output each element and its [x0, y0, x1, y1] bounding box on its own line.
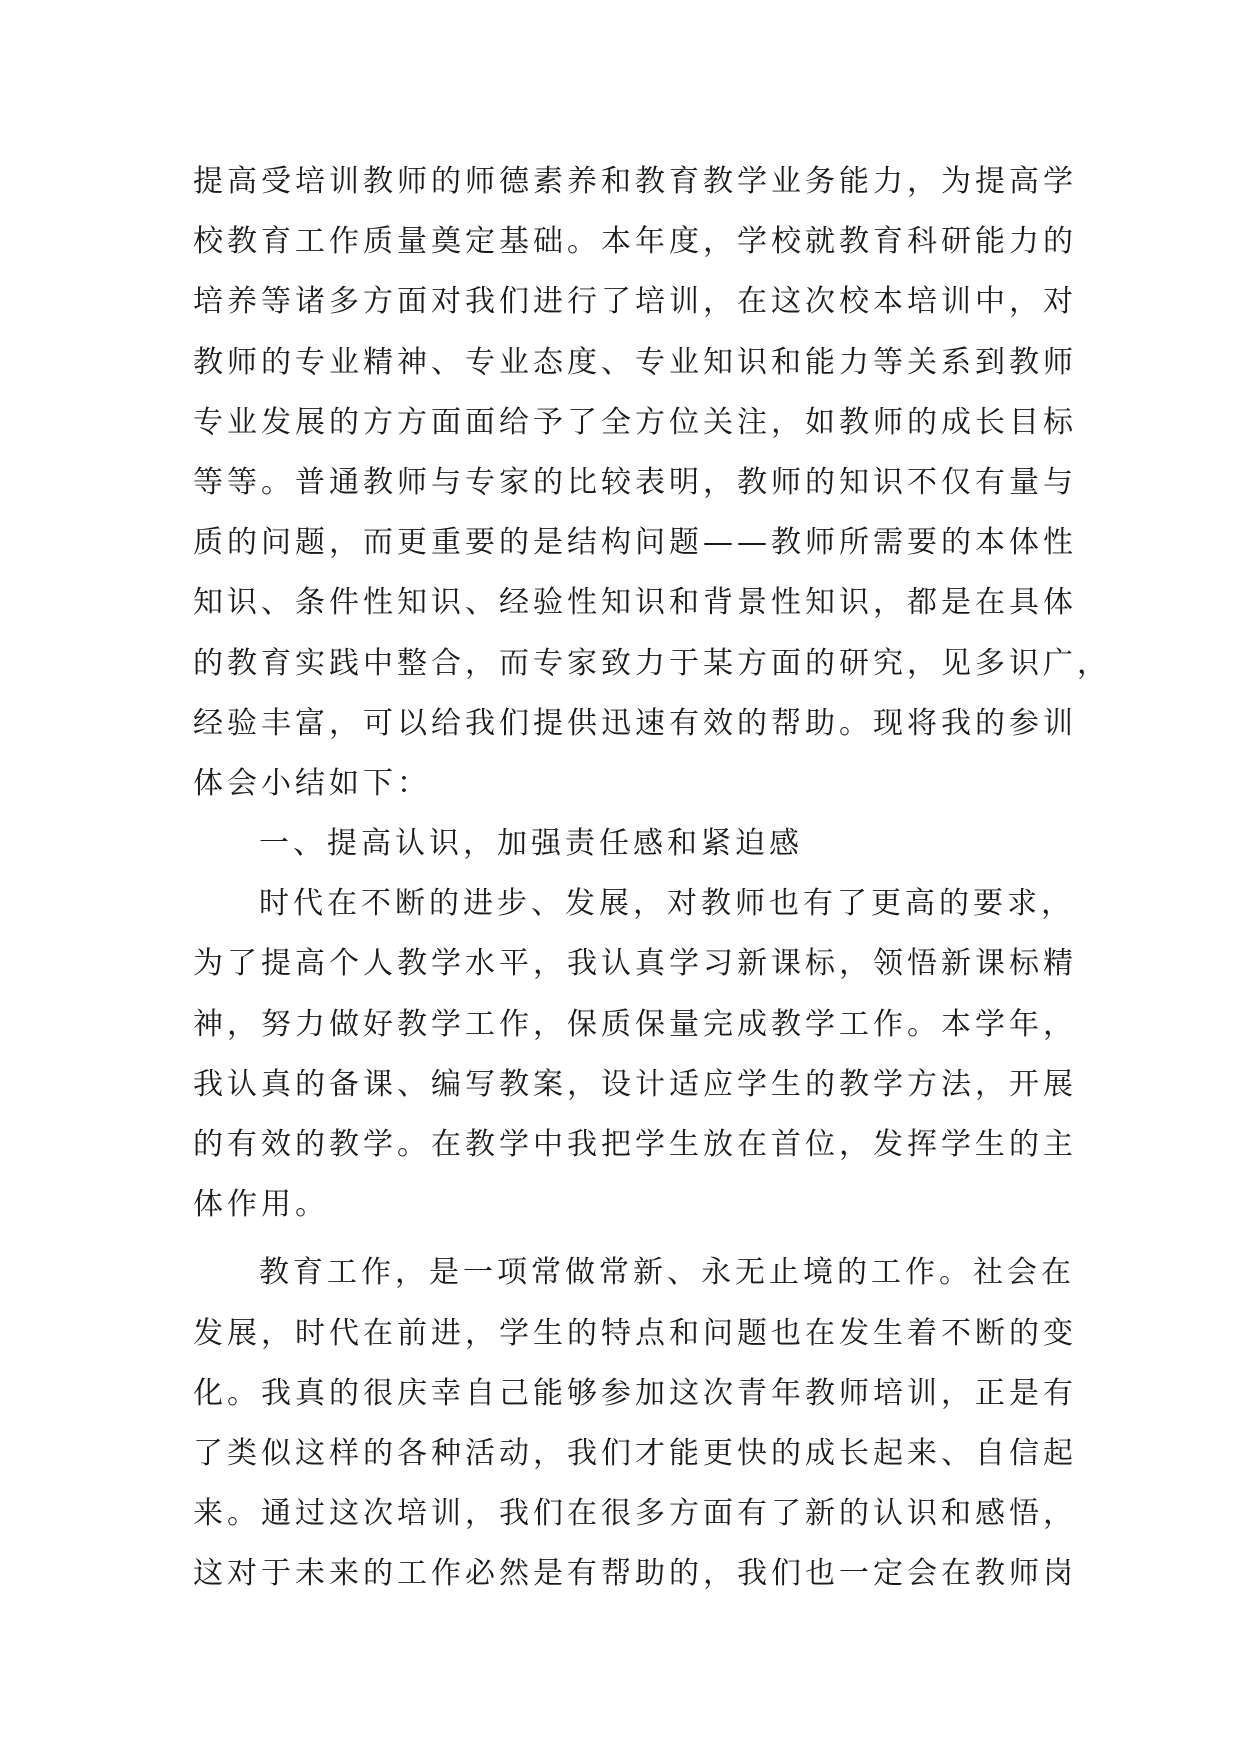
paragraph-spacer: [193, 1235, 1063, 1243]
text-line: 神，努力做好教学工作，保质保量完成教学工作。本学年，: [193, 1006, 1077, 1042]
document-body: [193, 152, 1111, 1605]
text-line: 知识、条件性知识、经验性知识和背景性知识，都是在具体: [193, 585, 1077, 621]
text-line: 时代在不断的进步、发展，对教师也有了更高的要求，: [259, 886, 1075, 922]
text-line: 提高受培训教师的师德素养和教育教学业务能力，为提高学: [193, 164, 1077, 199]
section-heading: 一、提高认识，加强责任感和紧迫感: [259, 826, 803, 862]
text-line: 发展，时代在前进，学生的特点和问题也在发生着不断的变: [193, 1315, 1077, 1351]
paragraph-1: [193, 874, 1077, 1235]
text-line: 校教育工作质量奠定基础。本年度，学校就教育科研能力的: [193, 224, 1077, 260]
text-line: 的教育实践中整合，而专家致力于某方面的研究，见多识广，: [193, 645, 1111, 681]
text-line: 这对于未来的工作必然是有帮助的，我们也一定会在教师岗: [193, 1556, 1077, 1592]
text-line: 体作用。: [193, 1187, 329, 1223]
paragraph-2: [193, 1243, 1077, 1604]
text-line: 质的问题，而更重要的是结构问题——教师所需要的本体性: [193, 525, 1077, 561]
text-line: 来。通过这次培训，我们在很多方面有了新的认识和感悟，: [193, 1496, 1077, 1532]
text-line: 等等。普通教师与专家的比较表明，教师的知识不仅有量与: [193, 464, 1077, 500]
text-line: 教育工作，是一项常做常新、永无止境的工作。社会在: [259, 1255, 1075, 1291]
text-line: 教师的专业精神、专业态度、专业知识和能力等关系到教师: [193, 344, 1077, 380]
text-line: 体会小结如下：: [193, 765, 431, 801]
text-line: 培养等诸多方面对我们进行了培训，在这次校本培训中，对: [193, 284, 1077, 320]
text-line: 了类似这样的各种活动，我们才能更快的成长起来、自信起: [193, 1435, 1077, 1471]
text-line: 我认真的备课、编写教案，设计适应学生的教学方法，开展: [193, 1066, 1077, 1102]
text-line: 专业发展的方方面面给予了全方位关注，如教师的成长目标: [193, 404, 1077, 440]
text-line: 化。我真的很庆幸自己能够参加这次青年教师培训，正是有: [193, 1375, 1077, 1411]
intro-paragraph: [193, 152, 1111, 814]
text-line: 的有效的教学。在教学中我把学生放在首位，发挥学生的主: [193, 1127, 1077, 1162]
text-line: 为了提高个人教学水平，我认真学习新课标，领悟新课标精: [193, 946, 1077, 982]
text-line: 经验丰富，可以给我们提供迅速有效的帮助。现将我的参训: [193, 705, 1077, 741]
